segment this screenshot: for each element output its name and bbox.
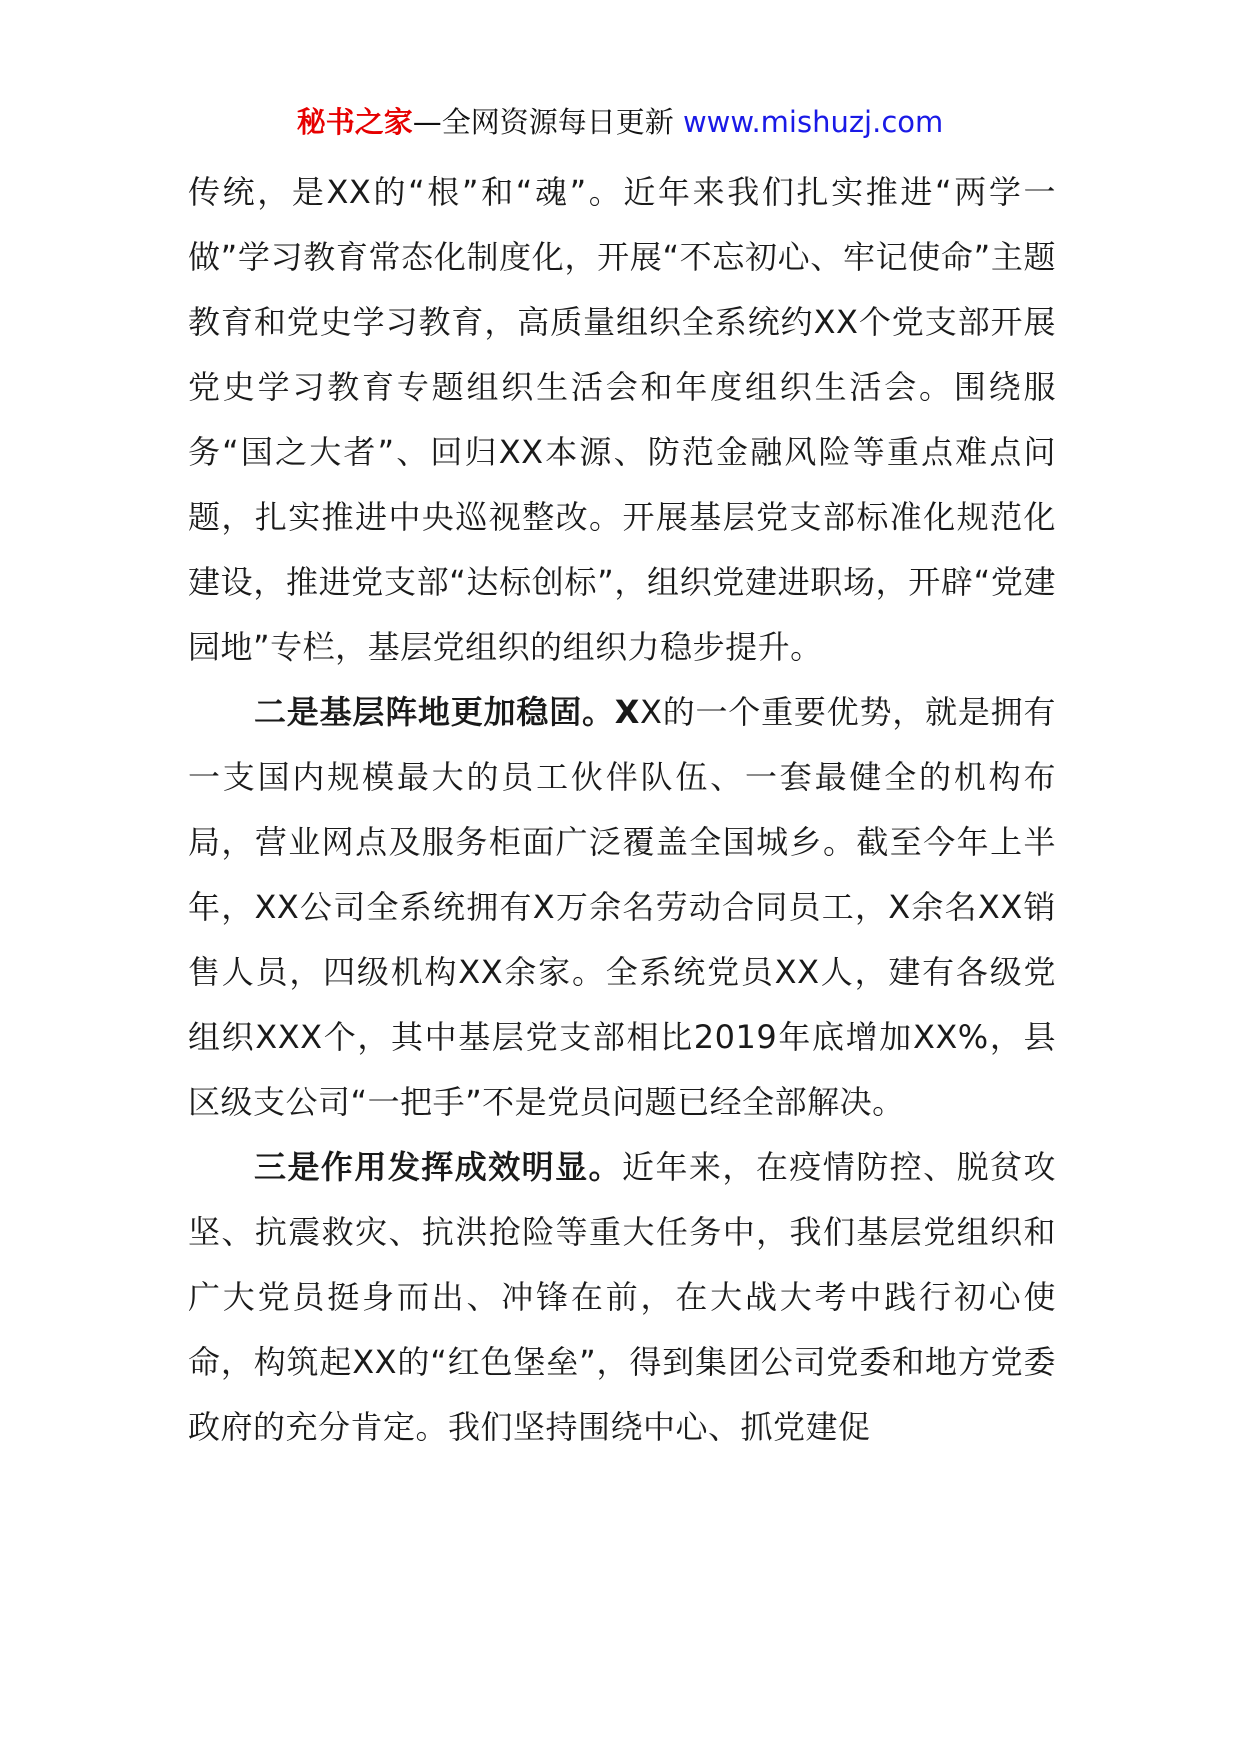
site-tagline: —全网资源每日更新	[412, 105, 683, 139]
paragraph-continued	[188, 160, 1056, 680]
paragraph-text: X的一个重要优势，就是拥有一支国内规模最大的员工伙伴队伍、一套最健全的机构布局，营业网点及服务柜面广泛覆盖全国城乡。截至今年上半年，XX公司全系统拥有X万余名劳动合同员工，X余名XX销售人员，四级机构XX余家。全系统党员XX人，建有各级党组织XXX个，其中基层党支部相比2019年底增加XX%，县区级支公司“一把手”不是党员问题已经全部解决。	[188, 693, 1056, 1121]
paragraph-second-point	[188, 680, 1056, 1135]
site-url: www.mishuzj.com	[682, 105, 944, 139]
paragraph-third-point	[188, 1135, 1056, 1460]
site-brand: 秘书之家	[296, 105, 413, 139]
paragraph-text: 近年来，在疫情防控、脱贫攻坚、抗震救灾、抗洪抢险等重大任务中，我们基层党组织和广大党员挺身而出、冲锋在前，在大战大考中践行初心使命，构筑起XX的“红色堡垒”，得到集团公司党委和地方党委政府的充分肯定。我们坚持围绕中心、抓党建促	[188, 1148, 1056, 1446]
paragraph-text: 传统，是XX的“根”和“魂”。近年来我们扎实推进“两学一做”学习教育常态化制度化，开展“不忘初心、牢记使命”主题教育和党史学习教育，高质量组织全系统约XX个党支部开展党史学习教育专题组织生活会和年度组织生活会。围绕服务“国之大者”、回归XX本源、防范金融风险等重点难点问题，扎实推进中央巡视整改。开展基层党支部标准化规范化建设，推进党支部“达标创标”，组织党建进职场，开辟“党建园地”专栏，基层党组织的组织力稳步提升。	[188, 173, 1056, 666]
paragraph-lead-heading: 三是作用发挥成效明显。	[254, 1148, 623, 1186]
site-watermark-header	[0, 102, 1240, 142]
paragraph-lead-heading: 二是基层阵地更加稳固。X	[254, 693, 640, 731]
document-body	[188, 160, 1056, 1460]
